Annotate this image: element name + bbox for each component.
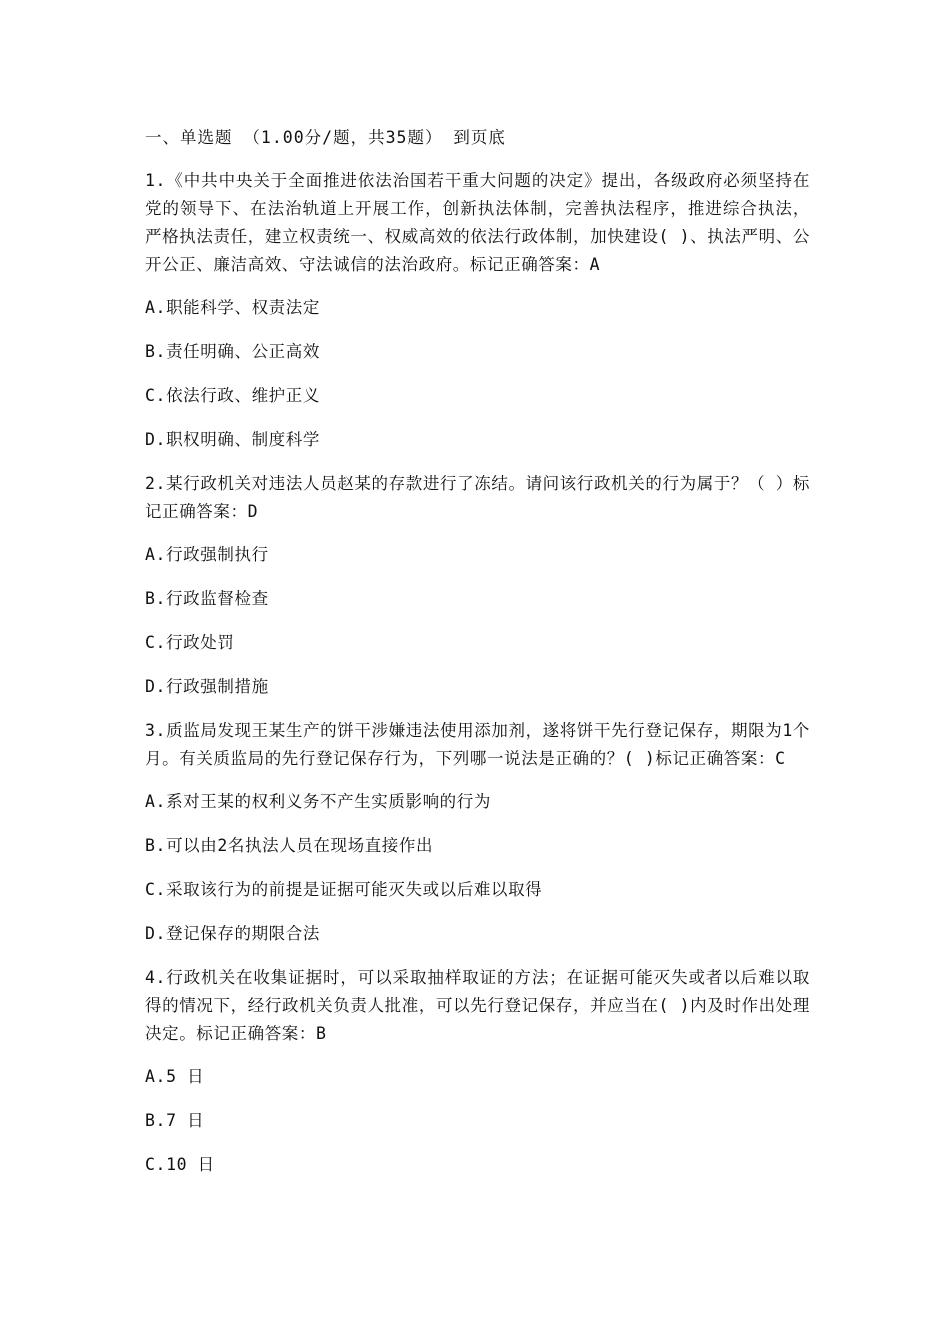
question-4 [145, 964, 810, 1179]
section-title: 一、单选题 （1.00分/题，共35题） 到页底 [145, 128, 506, 147]
option-a: A.职能科学、权责法定 [145, 298, 320, 317]
option-b: B.7 日 [145, 1111, 205, 1130]
option-c: C.行政处罚 [145, 633, 235, 652]
option-a: A.行政强制执行 [145, 545, 269, 564]
question-text: 3.质监局发现王某生产的饼干涉嫌违法使用添加剂，遂将饼干先行登记保存，期限为1个月。有关质监局的先行登记保存行为，下列哪一说法是正确的？( )标记正确答案：C [145, 721, 810, 768]
option-b: B.责任明确、公正高效 [145, 342, 320, 361]
option-b: B.可以由2名执法人员在现场直接作出 [145, 836, 434, 855]
question-text: 4.行政机关在收集证据时，可以采取抽样取证的方法；在证据可能灭失或者以后难以取得的情况下，经行政机关负责人批准，可以先行登记保存，并应当在( )内及时作出处理决定。标记正确答案：B [145, 968, 810, 1043]
option-c: C.10 日 [145, 1155, 215, 1174]
option-d: D.职权明确、制度科学 [145, 430, 320, 449]
option-c: C.依法行政、维护正义 [145, 386, 320, 405]
question-3 [145, 717, 810, 948]
option-d: D.登记保存的期限合法 [145, 924, 320, 943]
option-c: C.采取该行为的前提是证据可能灭失或以后难以取得 [145, 880, 543, 899]
question-2 [145, 470, 810, 701]
option-a: A.系对王某的权利义务不产生实质影响的行为 [145, 792, 491, 811]
option-a: A.5 日 [145, 1067, 205, 1086]
option-b: B.行政监督检查 [145, 589, 269, 608]
question-text: 1.《中共中央关于全面推进依法治国若干重大问题的决定》提出，各级政府必须坚持在党的领导下、在法治轨道上开展工作，创新执法体制，完善执法程序，推进综合执法，严格执法责任，建立权责统一、权威高效的依法行政体制，加快建设( )、执法严明、公开公正、廉洁高效、守法诚信的法治政府。标记正确答案：A [145, 171, 810, 274]
document-page [145, 124, 810, 1195]
option-d: D.行政强制措施 [145, 677, 269, 696]
question-text: 2.某行政机关对违法人员赵某的存款进行了冻结。请问该行政机关的行为属于？（ ）标记正确答案：D [145, 474, 810, 521]
question-1 [145, 167, 810, 454]
